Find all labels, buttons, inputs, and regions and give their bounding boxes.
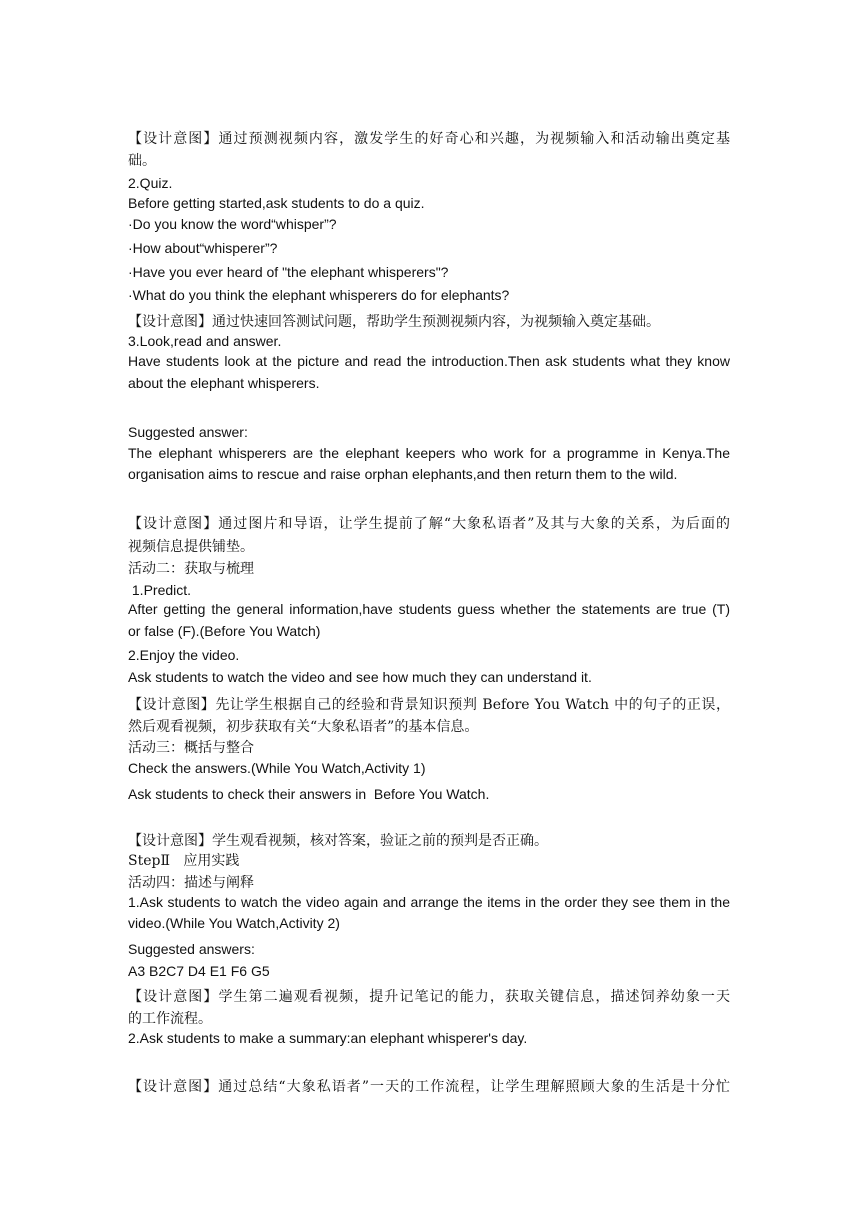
design-intent-paragraph: 【设计意图】通过总结“大象私语者”一天的工作流程，让学生理解照顾大象的生活是十分忙 xyxy=(128,1079,730,1095)
answer-text: A3 B2C7 D4 E1 F6 G5 xyxy=(128,963,270,979)
quiz-question: ·Have you ever heard of "the elephant whisperers"? xyxy=(128,264,449,280)
design-intent-paragraph: 【设计意图】通过预测视频内容，激发学生的好奇心和兴趣，为视频输入和活动输出奠定基 xyxy=(128,131,730,147)
text-line: Ask students to watch the video and see how much they can understand it. xyxy=(128,669,592,685)
text-line: Ask students to check their answers in Before You Watch. xyxy=(128,786,490,802)
section-heading: 2.Enjoy the video. xyxy=(128,647,240,663)
text-line: 础。 xyxy=(128,153,156,169)
text-line: Check the answers.(While You Watch,Activity 1) xyxy=(128,760,426,776)
section-heading: 1.Predict. xyxy=(128,582,192,598)
design-intent-paragraph: 【设计意图】通过快速回答测试问题，帮助学生预测视频内容，为视频输入奠定基础。 xyxy=(128,314,660,330)
step-heading: StepⅡ 应用实践 xyxy=(128,853,240,869)
design-intent-paragraph: 【设计意图】通过图片和导语，让学生提前了解“大象私语者”及其与大象的关系，为后面的 xyxy=(128,516,730,532)
text-line: After getting the general information,have students guess whether the statements are true (T) xyxy=(128,601,730,617)
quiz-question: ·Do you know the word“whisper”? xyxy=(128,216,337,232)
quiz-question: ·What do you think the elephant whisperers do for elephants? xyxy=(128,287,510,303)
activity-heading: 活动三：概括与整合 xyxy=(128,740,254,756)
text-line: or false (F).(Before You Watch) xyxy=(128,623,321,639)
section-heading: 3.Look,read and answer. xyxy=(128,333,282,349)
design-intent-paragraph: 【设计意图】先让学生根据自己的经验和背景知识预判 Before You Watch 中的句子的正误， xyxy=(128,697,730,713)
text-line: 的工作流程。 xyxy=(128,1011,212,1027)
text-line: 然后观看视频，初步获取有关“大象私语者”的基本信息。 xyxy=(128,719,479,735)
answer-label: Suggested answers: xyxy=(128,941,255,957)
quiz-question: ·How about“whisperer”? xyxy=(128,240,278,256)
design-intent-paragraph: 【设计意图】学生观看视频，核对答案，验证之前的预判是否正确。 xyxy=(128,833,548,849)
section-heading: 2.Quiz. xyxy=(128,175,173,191)
text-line: video.(While You Watch,Activity 2) xyxy=(128,915,340,931)
answer-label: Suggested answer: xyxy=(128,424,248,440)
answer-text: The elephant whisperers are the elephant keepers who work for a programme in Kenya.The xyxy=(128,445,730,461)
answer-text: organisation aims to rescue and raise orphan elephants,and then return them to the wild. xyxy=(128,466,678,482)
text-line: 视频信息提供铺垫。 xyxy=(128,539,254,555)
text-line: Before getting started,ask students to do a quiz. xyxy=(128,195,425,211)
text-line: 1.Ask students to watch the video again and arrange the items in the order they see them in the xyxy=(128,894,730,910)
design-intent-paragraph: 【设计意图】学生第二遍观看视频，提升记笔记的能力，获取关键信息，描述饲养幼象一天 xyxy=(128,989,730,1005)
text-line: Have students look at the picture and read the introduction.Then ask students what they know xyxy=(128,353,730,369)
section-heading: 2.Ask students to make a summary:an elephant whisperer's day. xyxy=(128,1030,528,1046)
text-line: about the elephant whisperers. xyxy=(128,375,320,391)
activity-heading: 活动二：获取与梳理 xyxy=(128,561,254,577)
activity-heading: 活动四：描述与阐释 xyxy=(128,875,254,891)
